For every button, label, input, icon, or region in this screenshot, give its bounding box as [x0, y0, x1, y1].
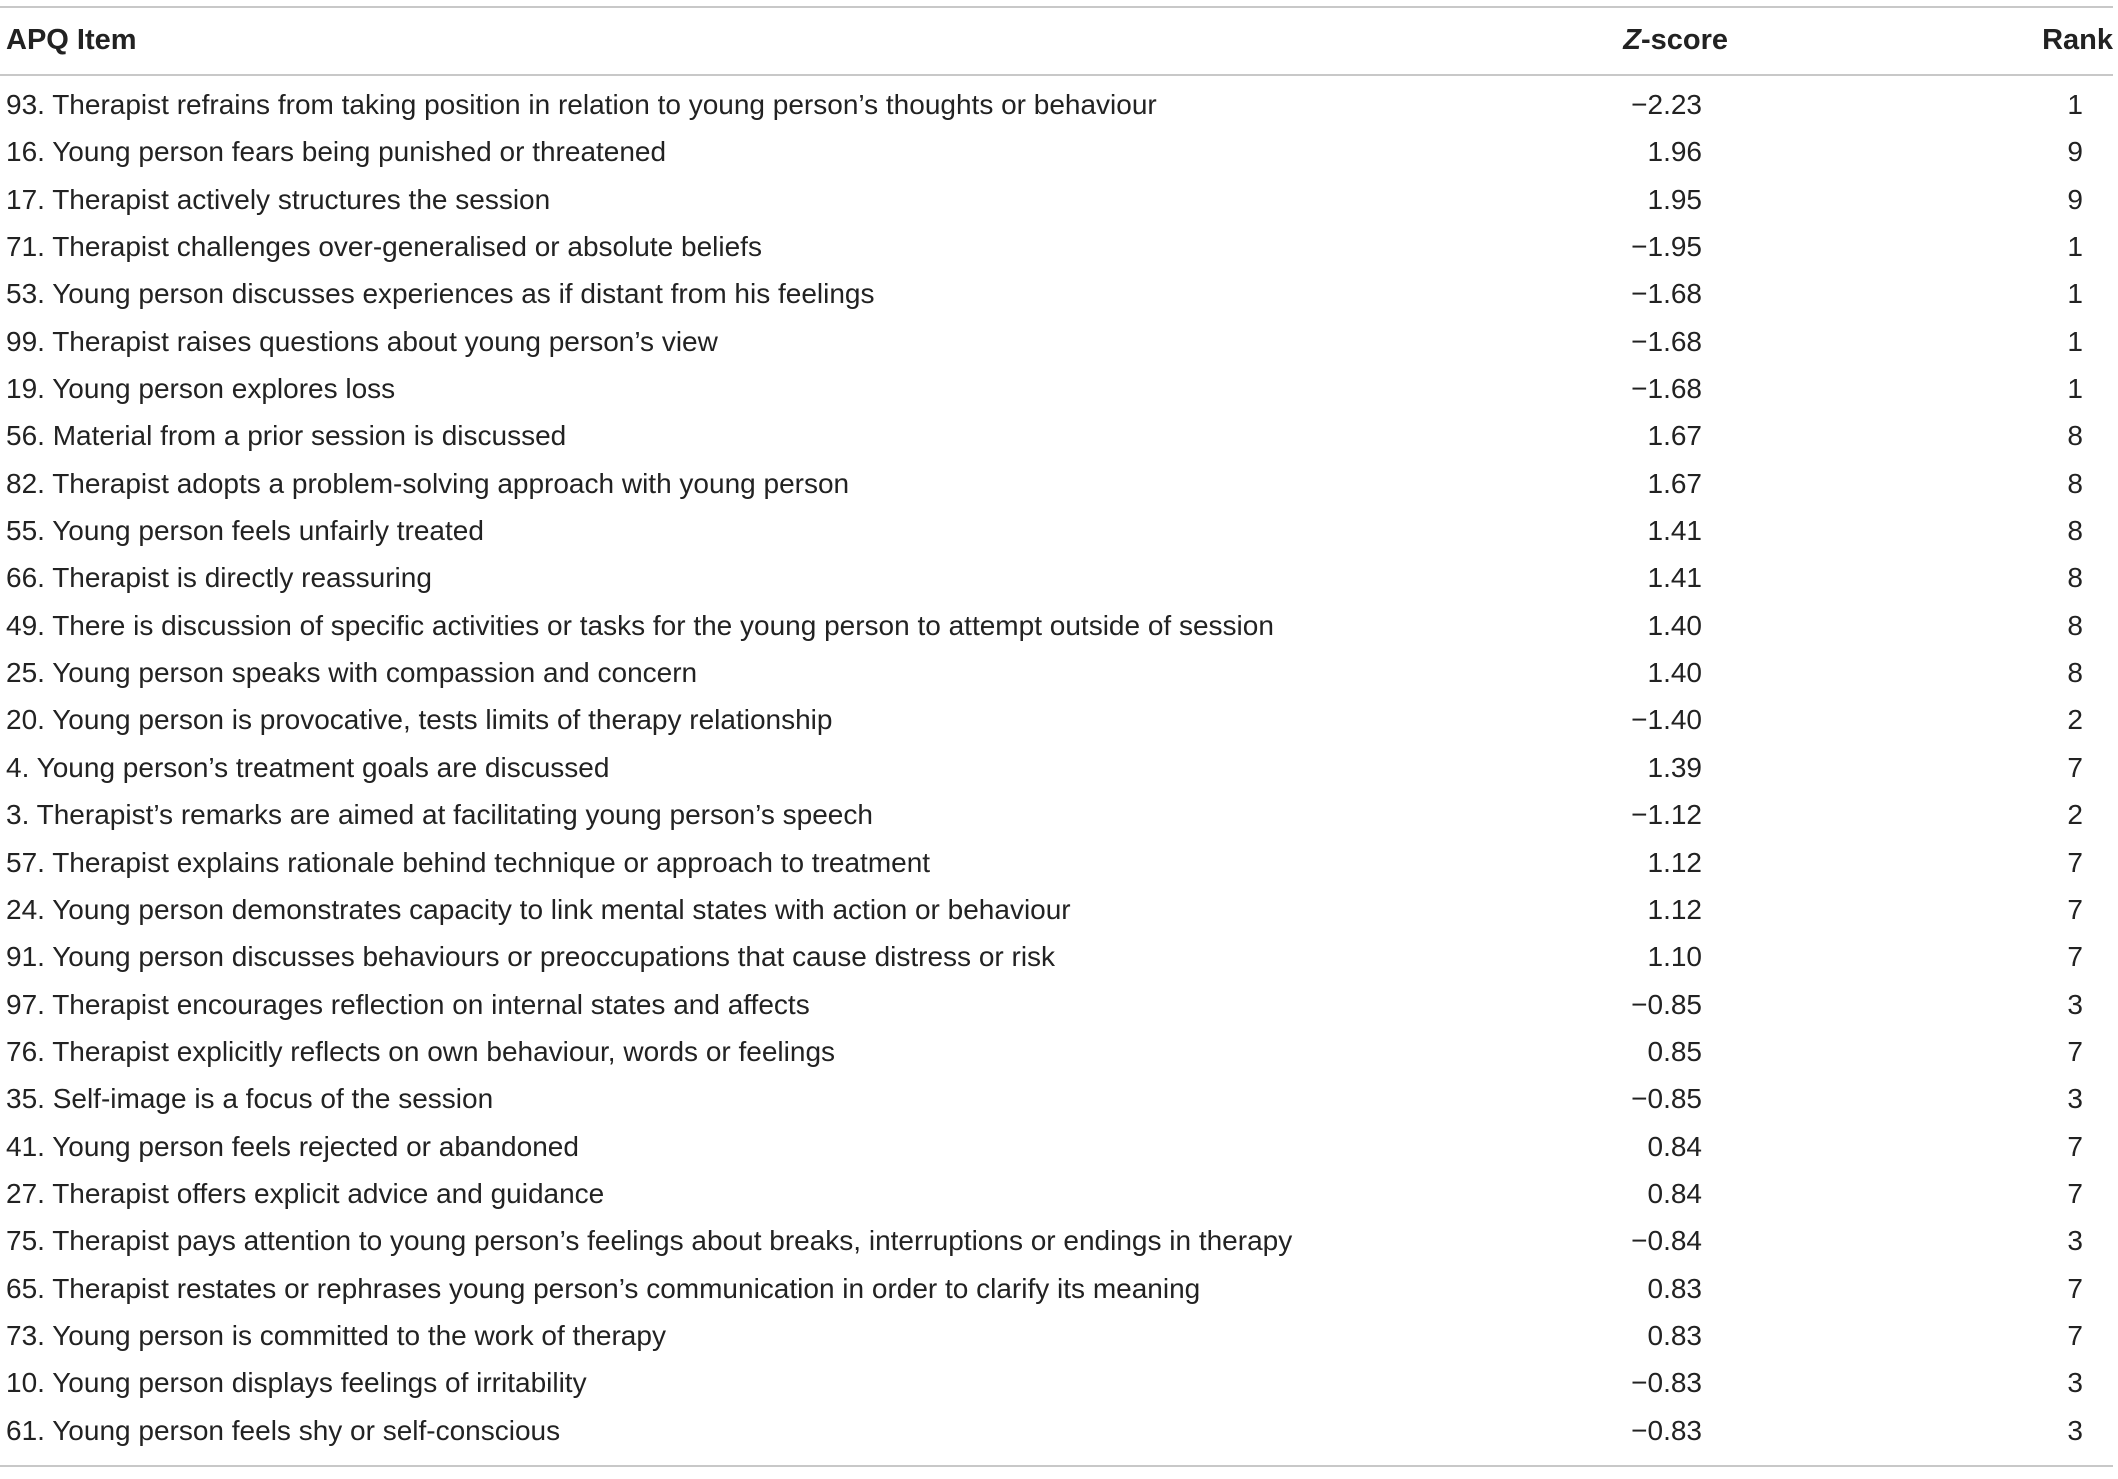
apq-item-cell: 82. Therapist adopts a problem-solving approach with young person	[6, 467, 850, 499]
table-row	[0, 555, 2113, 602]
z-score-cell: 1.40	[1647, 609, 1702, 641]
rank-cell: 8	[2067, 467, 2083, 499]
z-score-cell: −1.68	[1631, 373, 1702, 405]
table-row	[0, 1171, 2113, 1218]
header-apq-item: APQ Item	[6, 24, 137, 56]
table-row	[0, 1408, 2113, 1455]
z-score-cell: 1.41	[1647, 562, 1702, 594]
rank-cell: 3	[2067, 1225, 2083, 1257]
z-score-cell: 1.41	[1647, 515, 1702, 547]
apq-item-cell: 41. Young person feels rejected or abandoned	[6, 1130, 579, 1162]
header-rank: Rank	[2042, 24, 2113, 56]
rank-cell: 2	[2067, 799, 2083, 831]
table-row	[0, 840, 2113, 887]
rank-cell: 7	[2067, 1177, 2083, 1209]
rank-cell: 1	[2067, 373, 2083, 405]
rank-cell: 8	[2067, 609, 2083, 641]
table-header	[0, 8, 2113, 74]
rank-cell: 8	[2067, 657, 2083, 689]
z-score-cell: 1.40	[1647, 657, 1702, 689]
apq-table	[0, 6, 2113, 1467]
table-row	[0, 745, 2113, 792]
z-score-cell: 1.67	[1647, 467, 1702, 499]
z-score-cell: 0.85	[1647, 1035, 1702, 1067]
rank-cell: 7	[2067, 751, 2083, 783]
table-row	[0, 934, 2113, 981]
table-row	[0, 982, 2113, 1029]
z-score-cell: −1.95	[1631, 231, 1702, 263]
apq-item-cell: 53. Young person discusses experiences as if distant from his feelings	[6, 278, 875, 310]
rank-cell: 7	[2067, 1130, 2083, 1162]
apq-item-cell: 17. Therapist actively structures the session	[6, 183, 551, 215]
header-z-letter: Z	[1623, 24, 1641, 56]
apq-item-cell: 35. Self-image is a focus of the session	[6, 1083, 494, 1115]
z-score-cell: 1.10	[1647, 941, 1702, 973]
apq-item-cell: 55. Young person feels unfairly treated	[6, 515, 484, 547]
z-score-cell: 0.83	[1647, 1272, 1702, 1304]
z-score-cell: −0.85	[1631, 1083, 1702, 1115]
apq-item-cell: 73. Young person is committed to the work of therapy	[6, 1319, 666, 1351]
z-score-cell: 1.67	[1647, 420, 1702, 452]
z-score-cell: −0.85	[1631, 988, 1702, 1020]
rank-cell: 3	[2067, 988, 2083, 1020]
z-score-cell: 0.84	[1647, 1130, 1702, 1162]
apq-item-cell: 24. Young person demonstrates capacity to link mental states with action or behaviour	[6, 893, 1071, 925]
apq-item-cell: 4. Young person’s treatment goals are discussed	[6, 751, 610, 783]
rank-cell: 3	[2067, 1414, 2083, 1446]
table-row	[0, 603, 2113, 650]
z-score-cell: 1.12	[1647, 893, 1702, 925]
rank-cell: 7	[2067, 1035, 2083, 1067]
table-row	[0, 697, 2113, 744]
z-score-cell: 0.83	[1647, 1319, 1702, 1351]
z-score-cell: 1.39	[1647, 751, 1702, 783]
table-row	[0, 366, 2113, 413]
z-score-cell: 0.84	[1647, 1177, 1702, 1209]
z-score-cell: −1.68	[1631, 325, 1702, 357]
apq-item-cell: 61. Young person feels shy or self-conscious	[6, 1414, 561, 1446]
rank-cell: 8	[2067, 420, 2083, 452]
apq-item-cell: 3. Therapist’s remarks are aimed at facilitating young person’s speech	[6, 799, 873, 831]
table-row	[0, 792, 2113, 839]
z-score-cell: 1.96	[1647, 136, 1702, 168]
table-row	[0, 650, 2113, 697]
rank-cell: 8	[2067, 515, 2083, 547]
table-row	[0, 461, 2113, 508]
rank-cell: 7	[2067, 846, 2083, 878]
apq-item-cell: 65. Therapist restates or rephrases young person’s communication in order to clarify its meaning	[6, 1272, 1201, 1304]
z-score-cell: −2.23	[1631, 89, 1702, 120]
rank-cell: 2	[2067, 704, 2083, 736]
header-z-score	[1618, 24, 1728, 57]
rank-cell: 7	[2067, 893, 2083, 925]
table-row	[0, 413, 2113, 460]
apq-item-cell: 49. There is discussion of specific activities or tasks for the young person to attempt outside of session	[6, 609, 1274, 641]
rank-cell: 1	[2067, 325, 2083, 357]
apq-item-cell: 19. Young person explores loss	[6, 373, 396, 405]
z-score-cell: 1.95	[1647, 183, 1702, 215]
table-row	[0, 1076, 2113, 1123]
z-score-cell: 1.12	[1647, 846, 1702, 878]
apq-item-cell: 66. Therapist is directly reassuring	[6, 562, 432, 594]
table-row	[0, 319, 2113, 366]
apq-item-cell: 10. Young person displays feelings of irritability	[6, 1367, 587, 1399]
rank-cell: 9	[2067, 136, 2083, 168]
rank-cell: 1	[2067, 89, 2083, 120]
rank-cell: 1	[2067, 231, 2083, 263]
table-row	[0, 271, 2113, 318]
rank-cell: 8	[2067, 562, 2083, 594]
table-row	[0, 177, 2113, 224]
table-row	[0, 508, 2113, 555]
rank-cell: 3	[2067, 1083, 2083, 1115]
apq-item-cell: 71. Therapist challenges over-generalised or absolute beliefs	[6, 231, 762, 263]
table-row	[0, 1266, 2113, 1313]
z-score-cell: −1.40	[1631, 704, 1702, 736]
header-z-rest: -score	[1640, 24, 1728, 56]
apq-item-cell: 99. Therapist raises questions about young person’s view	[6, 325, 718, 357]
rank-cell: 9	[2067, 183, 2083, 215]
apq-item-cell: 57. Therapist explains rationale behind technique or approach to treatment	[6, 846, 931, 878]
table-row	[0, 887, 2113, 934]
table-row	[0, 1124, 2113, 1171]
z-score-cell: −0.83	[1631, 1414, 1702, 1446]
apq-item-cell: 25. Young person speaks with compassion and concern	[6, 657, 698, 689]
rank-cell: 7	[2067, 1319, 2083, 1351]
table-body	[0, 76, 2113, 1465]
apq-item-cell: 93. Therapist refrains from taking position in relation to young person’s thoughts or behaviour	[6, 89, 1157, 120]
apq-item-cell: 75. Therapist pays attention to young person’s feelings about breaks, interruptions or endings in therapy	[6, 1225, 1293, 1257]
rank-cell: 7	[2067, 941, 2083, 973]
table-row	[0, 224, 2113, 271]
z-score-cell: −1.68	[1631, 278, 1702, 310]
z-score-cell: −1.12	[1631, 799, 1702, 831]
apq-item-cell: 56. Material from a prior session is discussed	[6, 420, 567, 452]
z-score-cell: −0.84	[1631, 1225, 1702, 1257]
table-row	[0, 1218, 2113, 1265]
apq-item-cell: 91. Young person discusses behaviours or preoccupations that cause distress or risk	[6, 941, 1056, 973]
table-row	[0, 1029, 2113, 1076]
apq-item-cell: 16. Young person fears being punished or threatened	[6, 136, 667, 168]
apq-item-cell: 76. Therapist explicitly reflects on own behaviour, words or feelings	[6, 1035, 836, 1067]
bottom-rule	[0, 1465, 2113, 1467]
rank-cell: 1	[2067, 278, 2083, 310]
table-row	[0, 129, 2113, 176]
apq-item-cell: 20. Young person is provocative, tests limits of therapy relationship	[6, 704, 833, 736]
z-score-cell: −0.83	[1631, 1367, 1702, 1399]
apq-item-cell: 27. Therapist offers explicit advice and guidance	[6, 1177, 605, 1209]
table-row	[0, 1313, 2113, 1360]
rank-cell: 3	[2067, 1367, 2083, 1399]
table-row	[0, 82, 2113, 129]
table-row	[0, 1360, 2113, 1407]
apq-item-cell: 97. Therapist encourages reflection on internal states and affects	[6, 988, 810, 1020]
rank-cell: 7	[2067, 1272, 2083, 1304]
